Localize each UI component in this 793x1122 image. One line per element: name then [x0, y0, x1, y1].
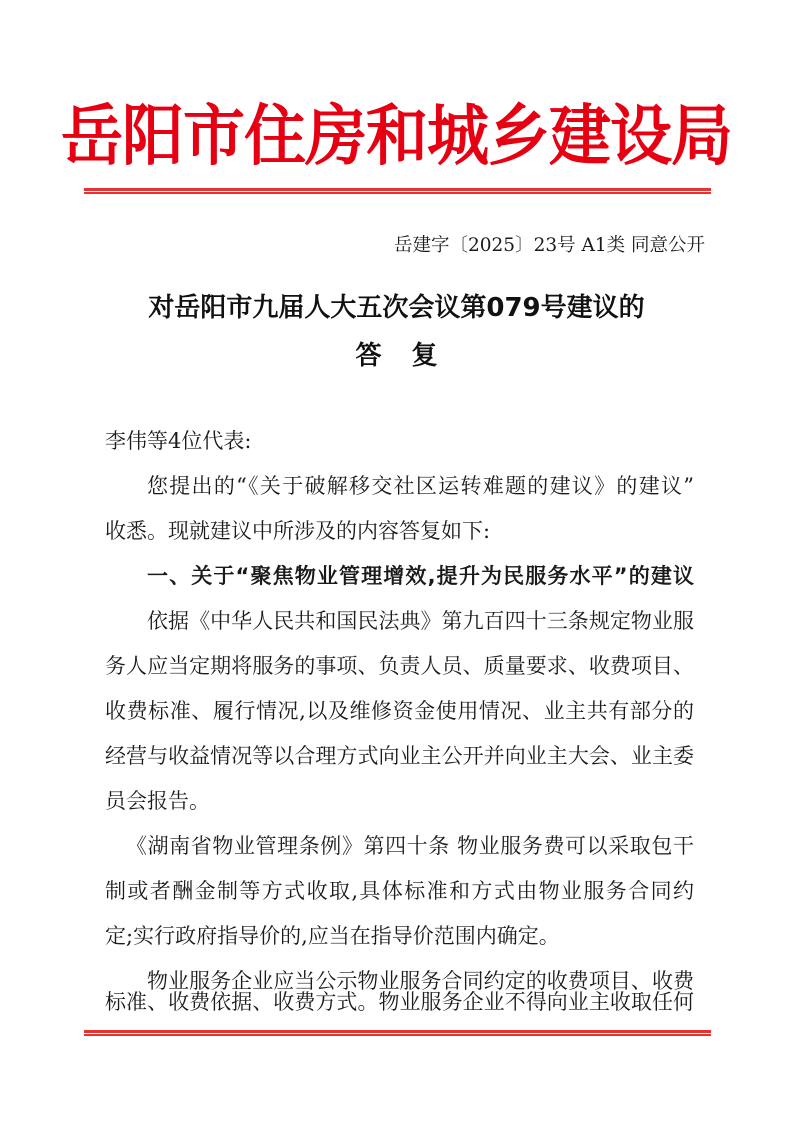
salutation: 李伟等4位代表:	[105, 429, 252, 453]
section-heading: 一、关于“聚焦物业管理增效,提升为民服务水平”的建议	[147, 564, 694, 588]
paragraph-line: 收费标准、履行情况,以及维修资金使用情况、业主共有部分的	[105, 699, 694, 723]
paragraph-line: 定;实行政府指导价的,应当在指导价范围内确定。	[105, 924, 560, 948]
footer-red-rule	[84, 1030, 711, 1036]
document-title-line-1: 对岳阳市九届人大五次会议第079号建议的	[148, 293, 645, 323]
paragraph-line: 收悉。现就建议中所涉及的内容答复如下:	[105, 519, 491, 543]
paragraph-line: 《湖南省物业管理条例》第四十条 物业服务费可以采取包干	[126, 834, 694, 858]
paragraph-line: 物业服务企业应当公示物业服务合同约定的收费项目、收费	[147, 969, 694, 993]
paragraph-line: 依据《中华人民共和国民法典》第九百四十三条规定物业服	[147, 609, 694, 633]
letterhead-red-rule	[84, 188, 711, 194]
paragraph-line: 经营与收益情况等以合理方式向业主公开并向业主大会、业主委	[105, 744, 694, 768]
document-title-line-2: 答复	[355, 341, 468, 371]
paragraph-line: 制或者酬金制等方式收取,具体标准和方式由物业服务合同约	[105, 879, 694, 903]
paragraph-line: 员会报告。	[105, 789, 210, 813]
paragraph-line: 务人应当定期将服务的事项、负责人员、质量要求、收费项目、	[105, 654, 694, 678]
paragraph-line: 标准、收费依据、收费方式。物业服务企业不得向业主收取任何	[105, 990, 694, 1014]
paragraph-line: 您提出的“《关于破解移交社区运转难题的建议》的建议”	[147, 474, 694, 498]
document-number: 岳建字〔2025〕23号 A1类 同意公开	[393, 235, 705, 256]
letterhead-org-name: 岳阳市住房和城乡建设局	[60, 96, 732, 175]
